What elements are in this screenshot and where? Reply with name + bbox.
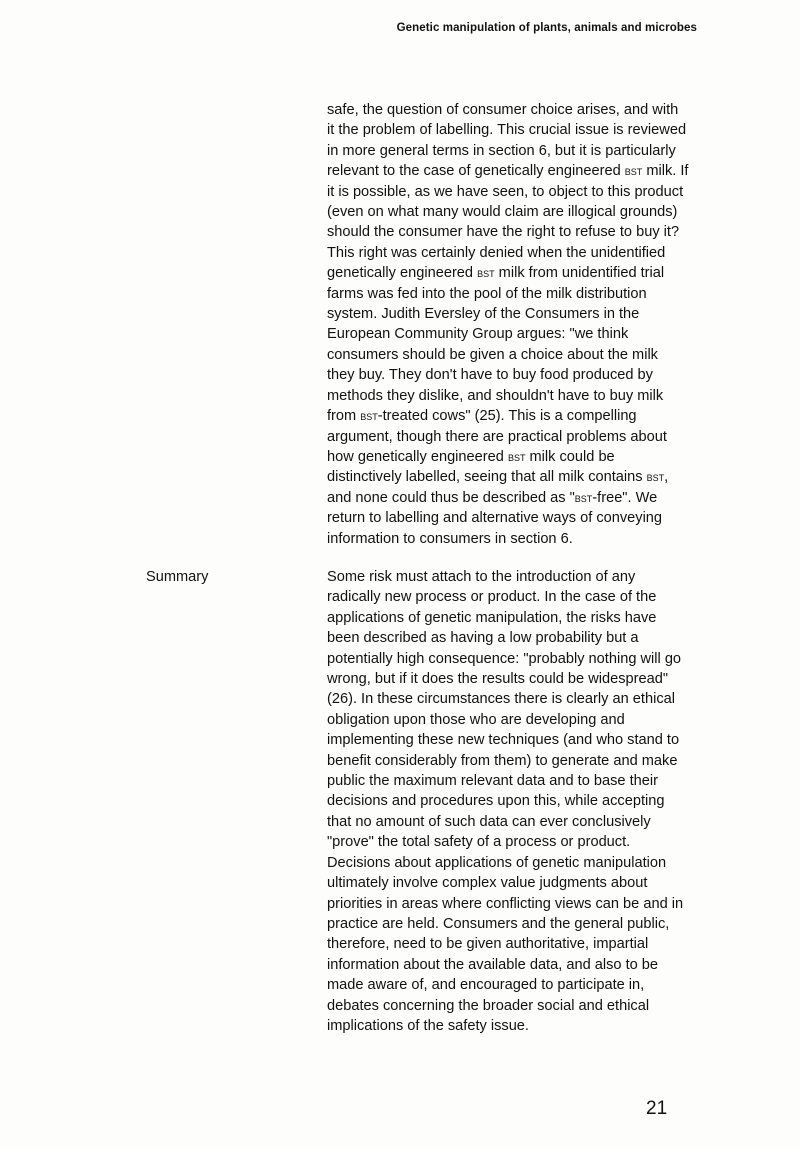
abbreviation-bst: bst — [477, 265, 495, 281]
consumer-choice-paragraph: safe, the question of consumer choice arises, and with it the problem of labelling. This crucial issue is reviewed in more general terms in section 6, but it is particularly relevant to the case of genetically engineered bst milk. If it is possible, as we have seen, to object to this product (even on what many would claim are illogical grounds) should the consumer have the right to refuse to buy it? This right was certainly denied when the unidentified genetically engineered bst milk from unidentified trial farms was fed into the pool of the milk distribution system. Judith Eversley of the Consumers in the European Community Group argues: "we think consumers should be given a choice about the milk they buy. They don't have to buy food produced by methods they dislike, and shouldn't have to buy milk from bst-treated cows" (25). This is a compelling argument, though there are practical problems about how genetically engineered bst milk could be distinctively labelled, seeing that all milk contains bst, and none could thus be described as "bst-free". We return to labelling and alternative ways of conveying information to consumers in section 6. — [327, 102, 689, 547]
page-number: 21 — [646, 1098, 668, 1119]
body-paragraph-2 — [327, 567, 689, 1036]
abbreviation-bst: bst — [646, 469, 665, 485]
summary-heading: Summary — [146, 569, 209, 585]
summary-paragraph: Some risk must attach to the introduction of any radically new process or product. In the case of the applications of genetic manipulation, the risks have been described as having a low probability but a potentially high consequence: "probably nothing will go wrong, but if it does the results could be widespread" (26). In these circumstances there is clearly an ethical obligation upon those who are developing and implementing these new techniques (and who stand to benefit considerably from them) to generate and make public the maximum relevant data and to base their decisions and procedures upon this, while accepting that no amount of such data can ever conclusively "prove" the total safety of a process or product. Decisions about applications of genetic manipulation ultimately involve complex value judgments about priorities in areas where conflicting views can be and in practice are held. Consumers and the general public, therefore, need to be given authoritative, impartial information about the available data, and also to be made aware of, and encouraged to participate in, debates concerning the broader social and ethical implications of the safety issue. — [327, 569, 684, 1034]
abbreviation-bst: bst — [574, 489, 593, 505]
abbreviation-bst: bst — [507, 448, 526, 464]
abbreviation-bst: bst — [624, 163, 643, 179]
running-title: Genetic manipulation of plants, animals and microbes — [396, 22, 697, 34]
body-paragraph-1 — [327, 100, 689, 549]
abbreviation-bst: bst — [360, 408, 378, 424]
